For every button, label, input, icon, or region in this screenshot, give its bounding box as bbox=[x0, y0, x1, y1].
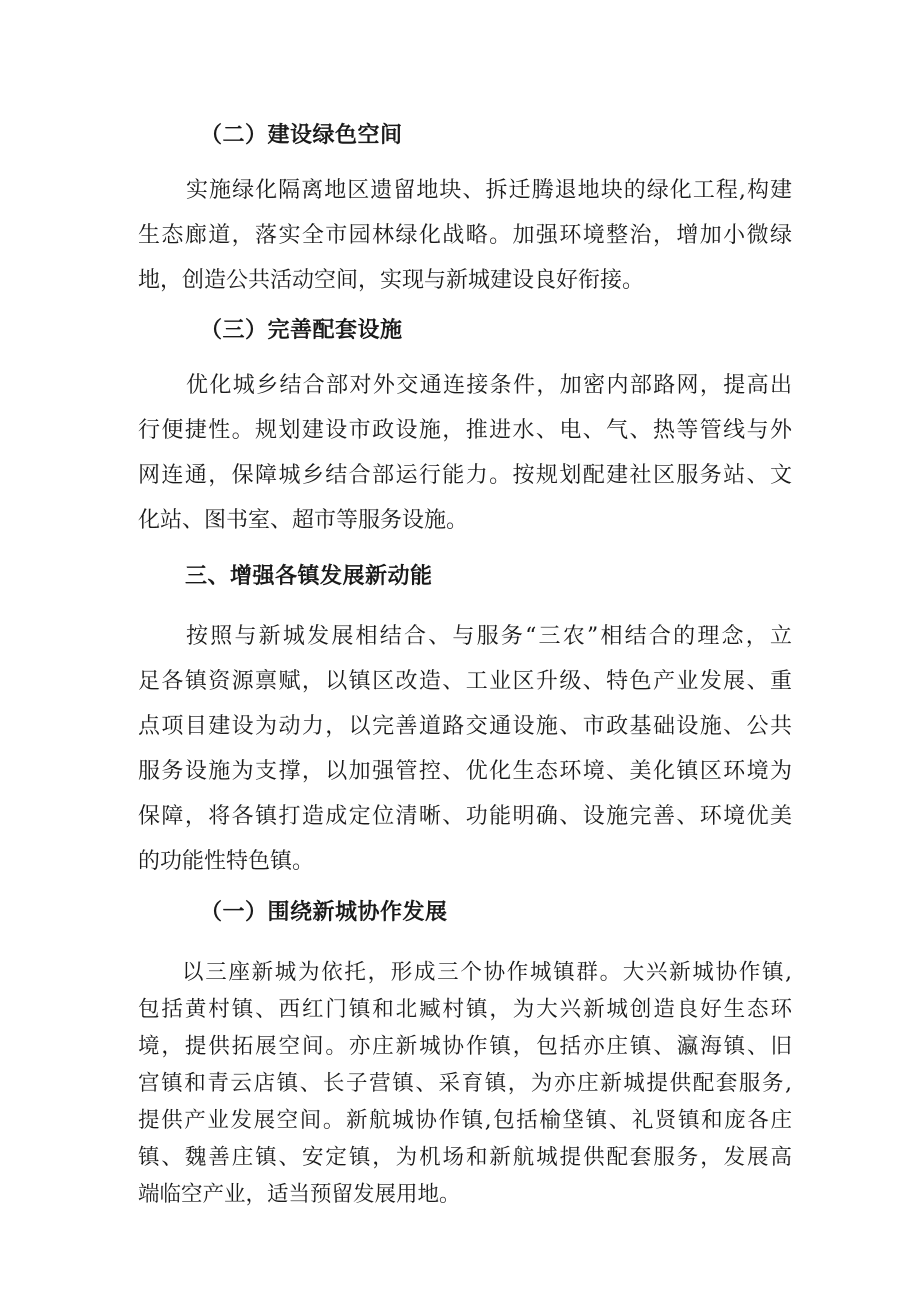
paragraph-line: 端临空产业，适当预留发展用地。 bbox=[138, 1182, 461, 1207]
paragraph-towns bbox=[138, 614, 792, 884]
paragraph-line: 包括黄村镇、西红门镇和北臧村镇，为大兴新城创造良好生态环 bbox=[138, 997, 792, 1022]
paragraph-line: 以三座新城为依托，形成三个协作城镇群。大兴新城协作镇, bbox=[182, 960, 792, 985]
chapter-heading-towns: 三、增强各镇发展新动能 bbox=[185, 564, 433, 589]
section-heading-green-space: （二）建设绿色空间 bbox=[200, 123, 403, 148]
paragraph-cooperation bbox=[138, 954, 792, 1213]
paragraph-line: 点项目建设为动力，以完善道路交通设施、市政基础设施、公共 bbox=[138, 714, 792, 739]
paragraph-line: 境，提供拓展空间。亦庄新城协作镇，包括亦庄镇、瀛海镇、旧 bbox=[138, 1034, 792, 1059]
paragraph-facilities bbox=[138, 363, 792, 543]
paragraph-line: 提供产业发展空间。新航城协作镇,包括榆垡镇、礼贤镇和庞各庄 bbox=[138, 1108, 792, 1133]
paragraph-line: 服务设施为支撑，以加强管控、优化生态环境、美化镇区环境为 bbox=[138, 759, 792, 784]
paragraph-line: 生态廊道，落实全市园林绿化战略。加强环境整治，增加小微绿 bbox=[138, 223, 792, 248]
paragraph-line: 行便捷性。规划建设市政设施，推进水、电、气、热等管线与外 bbox=[138, 418, 792, 443]
paragraph-line: 化站、图书室、超市等服务设施。 bbox=[138, 508, 469, 533]
section-heading-cooperation: （一）围绕新城协作发展 bbox=[200, 900, 448, 925]
paragraph-line: 优化城乡结合部对外交通连接条件，加密内部路网，提高出 bbox=[186, 373, 792, 398]
paragraph-line: 按照与新城发展相结合、与服务“三农”相结合的理念，立 bbox=[186, 624, 792, 649]
paragraph-line: 保障，将各镇打造成定位清晰、功能明确、设施完善、环境优美 bbox=[138, 804, 792, 829]
paragraph-line: 的功能性特色镇。 bbox=[138, 849, 315, 874]
paragraph-green-space bbox=[138, 168, 792, 303]
paragraph-line: 网连通，保障城乡结合部运行能力。按规划配建社区服务站、文 bbox=[138, 463, 792, 488]
paragraph-line: 足各镇资源禀赋，以镇区改造、工业区升级、特色产业发展、重 bbox=[138, 669, 792, 694]
section-heading-facilities: （三）完善配套设施 bbox=[200, 318, 403, 343]
paragraph-line: 镇、魏善庄镇、安定镇，为机场和新航城提供配套服务，发展高 bbox=[138, 1145, 792, 1170]
paragraph-line: 地，创造公共活动空间，实现与新城建设良好衔接。 bbox=[138, 268, 645, 293]
paragraph-line: 实施绿化隔离地区遗留地块、拆迁腾退地块的绿化工程,构建 bbox=[186, 178, 792, 203]
paragraph-line: 宫镇和青云店镇、长子营镇、采育镇，为亦庄新城提供配套服务, bbox=[138, 1071, 792, 1096]
